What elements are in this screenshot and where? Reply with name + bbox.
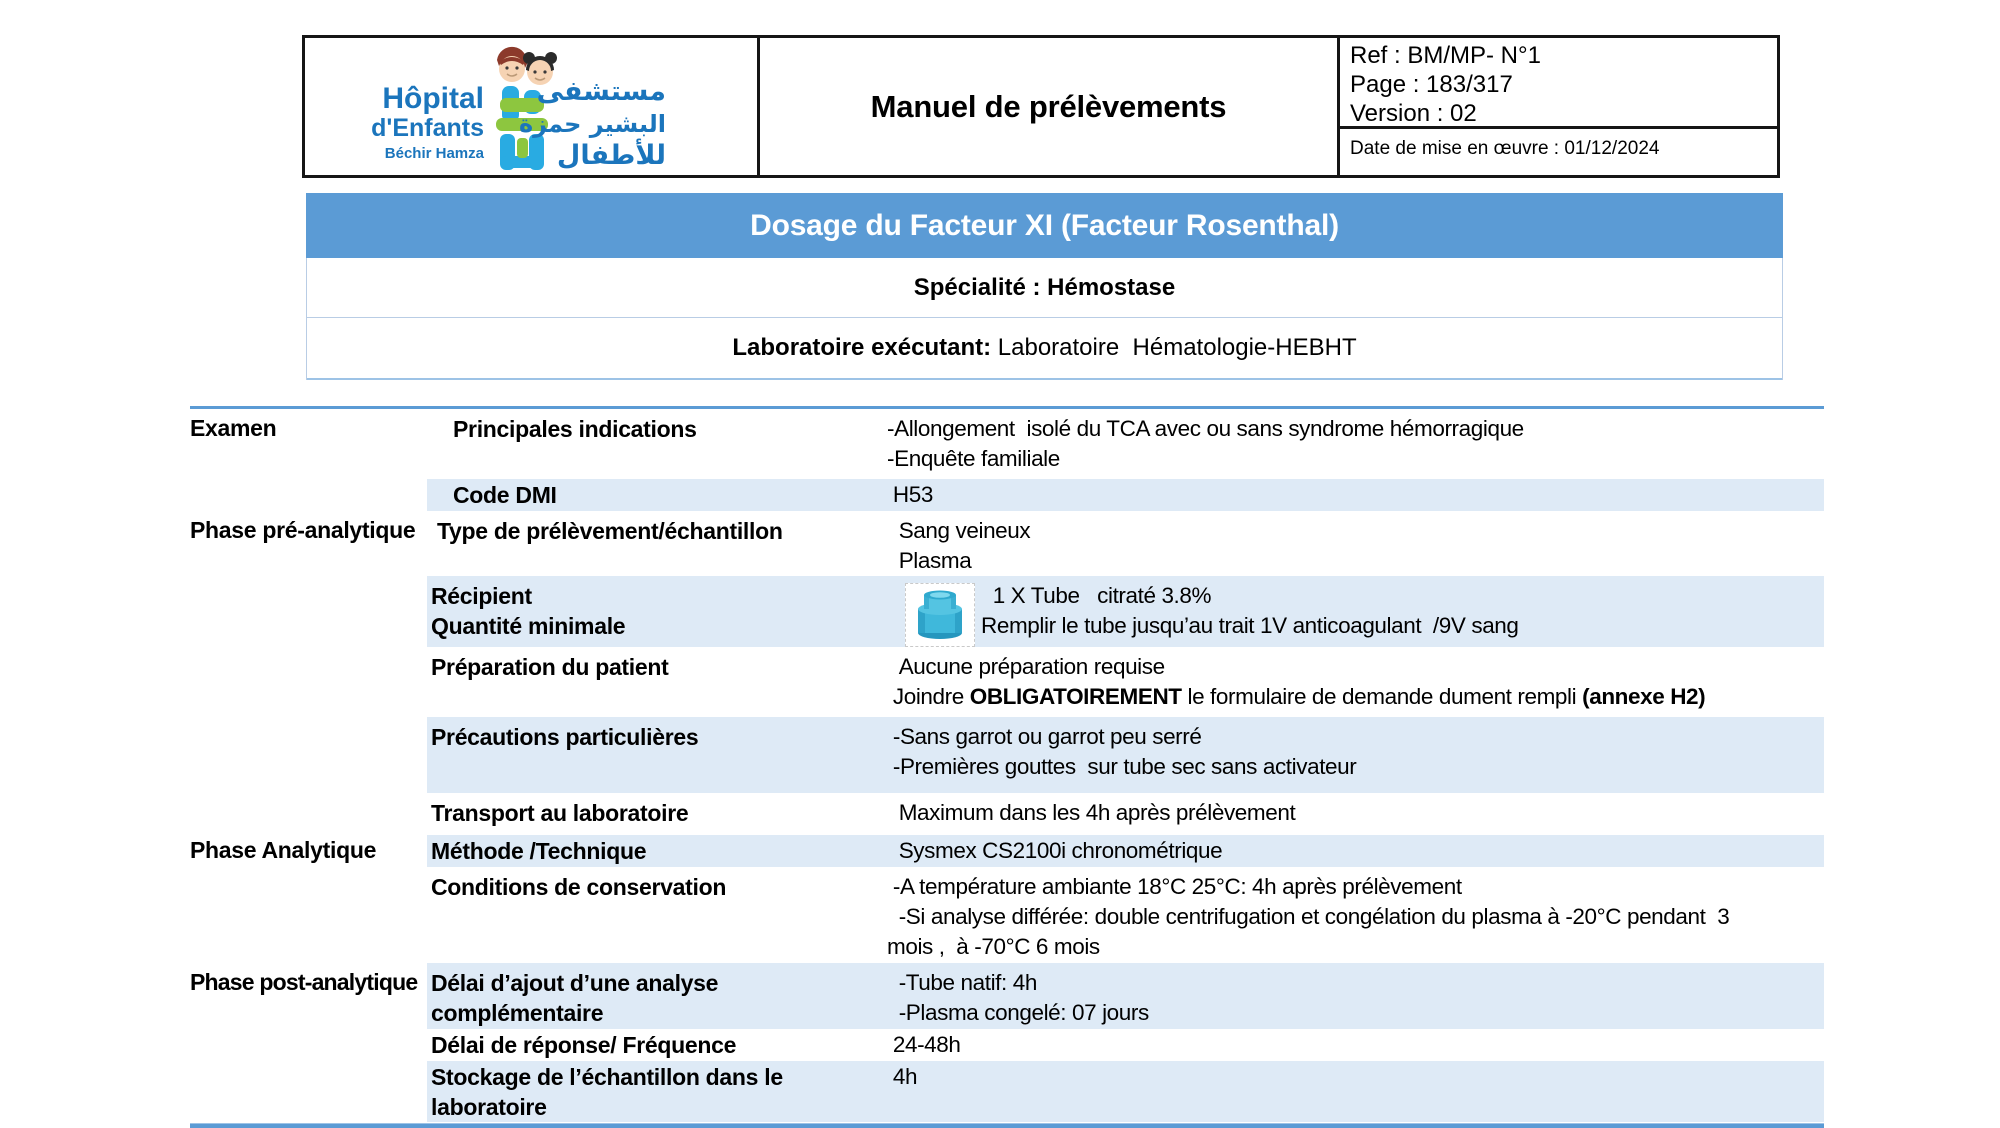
phase-label-examen: Examen: [190, 415, 277, 441]
value-line: -Plasma congelé: 07 jours: [887, 1000, 1149, 1025]
table-row-precautions: [190, 717, 1824, 793]
reference-cell: [1340, 38, 1777, 175]
value-segment-bold: OBLIGATOIREMENT: [969, 684, 1182, 709]
field-label: Conditions de conservation: [431, 874, 727, 900]
logo-text-fr2: d'Enfants: [371, 113, 484, 142]
field-label: Code DMI: [453, 482, 557, 508]
reference-block: [1340, 38, 1777, 129]
logo-text-ar2: البشير حمزة: [518, 109, 666, 138]
phase-label-empty: [190, 1029, 427, 1061]
value-line: Plasma: [887, 548, 972, 573]
field-label: Délai d’ajout d’une analyse complémentaire: [431, 970, 719, 1026]
field-label: Type de prélèvement/échantillon: [437, 518, 783, 544]
phase-label-pre-analytique: Phase pré-analytique: [190, 517, 416, 543]
laboratory-row: [307, 318, 1782, 380]
value-line: H53: [887, 482, 933, 507]
phase-label-empty: [190, 647, 427, 717]
logo-text-fr1: Hôpital: [382, 81, 484, 115]
field-value: [887, 968, 1824, 1029]
ref-line: Ref : BM/MP- N°1: [1350, 42, 1541, 69]
table-row-recipient: [190, 576, 1824, 647]
field-label: Stockage de l’échantillon dans le laboratoire: [431, 1064, 783, 1120]
laboratory-label: Laboratoire exécutant:: [732, 334, 992, 361]
field-value: [887, 1030, 1824, 1061]
value-line: -Allongement isolé du TCA avec ou sans syndrome hémorragique: [887, 416, 1524, 441]
table-row-conservation: [190, 867, 1824, 963]
table-row-code-dmi: [190, 479, 1824, 511]
value-line: Remplir le tube jusqu’au trait 1V anticoagulant /9V sang: [981, 613, 1519, 638]
value-line: Sysmex CS2100i chronométrique: [887, 838, 1223, 863]
field-value: [887, 798, 1824, 835]
field-label: Délai de réponse/ Fréquence: [431, 1032, 737, 1058]
value-line: -Premières gouttes sur tube sec sans activateur: [887, 754, 1357, 779]
specialty-row: [307, 258, 1782, 318]
header-box: [302, 35, 1780, 178]
field-value: [887, 516, 1824, 576]
value-line: mois , à -70°C 6 mois: [887, 934, 1100, 959]
table-row-indications: [190, 409, 1824, 479]
value-line: [887, 682, 1824, 712]
field-value: [887, 836, 1824, 867]
phase-label-empty: [190, 717, 427, 793]
logo-text-ar3: للأطفال: [556, 139, 666, 171]
logo-text-ar1: مستشفى: [536, 75, 666, 107]
value-line: 24-48h: [887, 1032, 961, 1057]
value-line: Sang veineux: [887, 518, 1031, 543]
citrate-tube-icon: [905, 583, 975, 647]
specialty-text: Spécialité : Hémostase: [913, 273, 1176, 301]
value-line: -Enquête familiale: [887, 446, 1060, 471]
analysis-title-banner: [306, 193, 1783, 258]
field-value: [887, 414, 1824, 479]
table-row-preparation: [190, 647, 1824, 717]
table-row-methode: [190, 835, 1824, 867]
field-label: Précautions particulières: [431, 724, 699, 750]
field-value: [887, 581, 1824, 647]
table-row-type-prelevement: [190, 511, 1824, 576]
field-value: [887, 652, 1824, 717]
laboratory-value: Laboratoire Hématologie-HEBHT: [991, 334, 1357, 361]
field-label: [427, 581, 887, 647]
analysis-title: Dosage du Facteur XI (Facteur Rosenthal): [750, 208, 1339, 242]
value-line: -A température ambiante 18°C 25°C: 4h après prélèvement: [887, 874, 1462, 899]
value-segment: le formulaire de demande dument rempli: [1181, 684, 1583, 709]
value-line: Aucune préparation requise: [887, 654, 1165, 679]
field-value: [887, 872, 1824, 963]
table-row-transport: [190, 793, 1824, 835]
field-label-line: Récipient: [431, 583, 532, 609]
table-row-delai-reponse: [190, 1029, 1824, 1061]
logo-text-fr3: Béchir Hamza: [384, 144, 484, 162]
phase-label-empty: [190, 576, 427, 647]
field-label: Méthode /Technique: [431, 838, 647, 864]
field-label: Préparation du patient: [431, 654, 669, 680]
hospital-logo: [305, 38, 757, 175]
hospital-logo-icon: [366, 42, 696, 172]
value-line: 1 X Tube citraté 3.8%: [981, 583, 1212, 608]
value-segment: Joindre: [887, 684, 970, 709]
value-line: -Sans garrot ou garrot peu serré: [887, 724, 1202, 749]
table-row-delai-ajout: [190, 963, 1824, 1029]
tube-description: [981, 581, 1519, 647]
phase-label-empty: [190, 479, 427, 511]
date-line: Date de mise en œuvre : 01/12/2024: [1350, 138, 1660, 159]
manual-title: Manuel de prélèvements: [870, 88, 1227, 124]
value-line: -Tube natif: 4h: [887, 970, 1037, 995]
boy-face-icon: [497, 46, 527, 81]
page-line: Page : 183/317: [1350, 71, 1513, 98]
table-row-stockage: [190, 1061, 1824, 1122]
specialty-box: [306, 258, 1783, 380]
value-line: -Si analyse différée: double centrifugation et congélation du plasma à -20°C pendant 3: [887, 904, 1730, 929]
sampling-table: [190, 406, 1824, 1128]
phase-label-post-analytique: Phase post-analytique: [190, 969, 418, 995]
field-label: Transport au laboratoire: [431, 800, 689, 826]
version-line: Version : 02: [1350, 100, 1477, 127]
value-segment-bold: (annexe H2): [1582, 684, 1706, 709]
manual-title-cell: [757, 38, 1340, 175]
value-line: Maximum dans les 4h après prélèvement: [887, 800, 1296, 825]
phase-label-empty: [190, 1061, 427, 1122]
field-label: Principales indications: [453, 416, 697, 442]
field-label-line: Quantité minimale: [431, 613, 626, 639]
phase-label-empty: [190, 793, 427, 835]
field-value: [887, 722, 1824, 793]
phase-label-empty: [190, 867, 427, 963]
phase-label-analytique: Phase Analytique: [190, 837, 377, 863]
field-value: [887, 480, 1824, 511]
field-value: [887, 1062, 1824, 1122]
value-line: 4h: [887, 1064, 918, 1089]
